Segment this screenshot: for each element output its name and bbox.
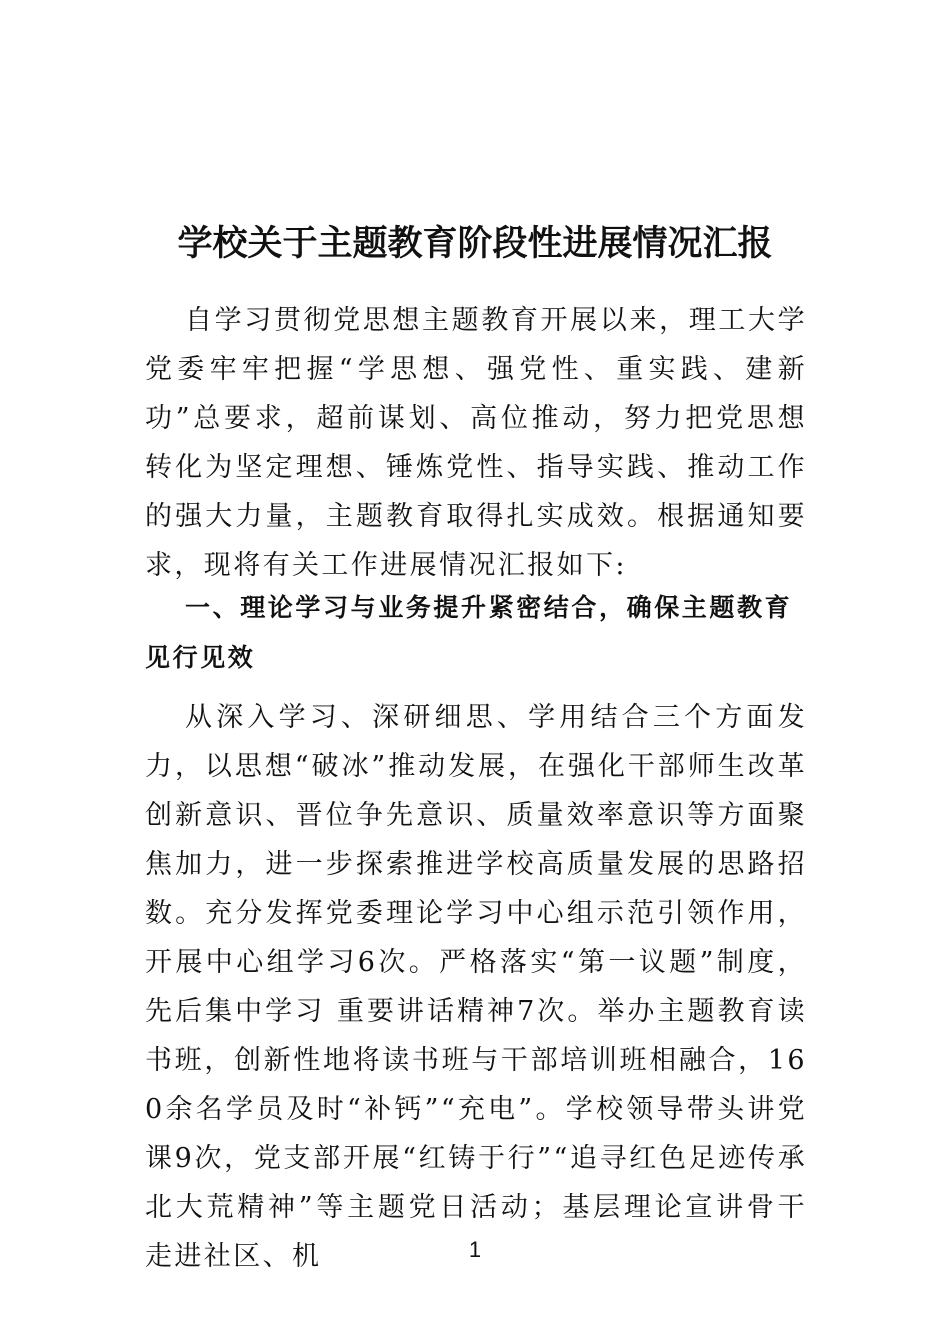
section-1-heading: 一、理论学习与业务提升紧密结合，确保主题教育见行见效 — [145, 593, 793, 672]
intro-paragraph: 自学习贯彻党思想主题教育开展以来，理工大学党委牢牢把握“学思想、强党性、重实践、建新功”总要求，超前谋划、高位推动，努力把党思想转化为坚定理想、锤炼党性、指导实践、推动工作的强大力量，主题教育取得扎实成效。根据通知要求，现将有关工作进展情况汇报如下: — [145, 305, 807, 581]
document-title: 学校关于主题教育阶段性进展情况汇报 — [177, 223, 773, 264]
section-1-paragraph: 从深入学习、深研细思、学用结合三个方面发力，以思想“破冰”推动发展，在强化干部师生改革创新意识、晋位争先意识、质量效率意识等方面聚焦加力，进一步探索推进学校高质量发展的思路招数。充分发挥党委理论学习中心组示范引领作用，开展中心组学习6次。严格落实“第一议题”制度，先后集中学习 重要讲话精神7次。举办主题教育读书班，创新性地将读书班与干部培训班相融合，160余名学员及时“补钙”“充电”。学校领导带头讲党课9次，党支部开展“红铸于行”“追寻红色足迹传承北大荒精神”等主题党日活动；基层理论宣讲骨干走进社区、机 — [145, 702, 807, 1272]
page-number: 1 — [468, 1237, 482, 1262]
